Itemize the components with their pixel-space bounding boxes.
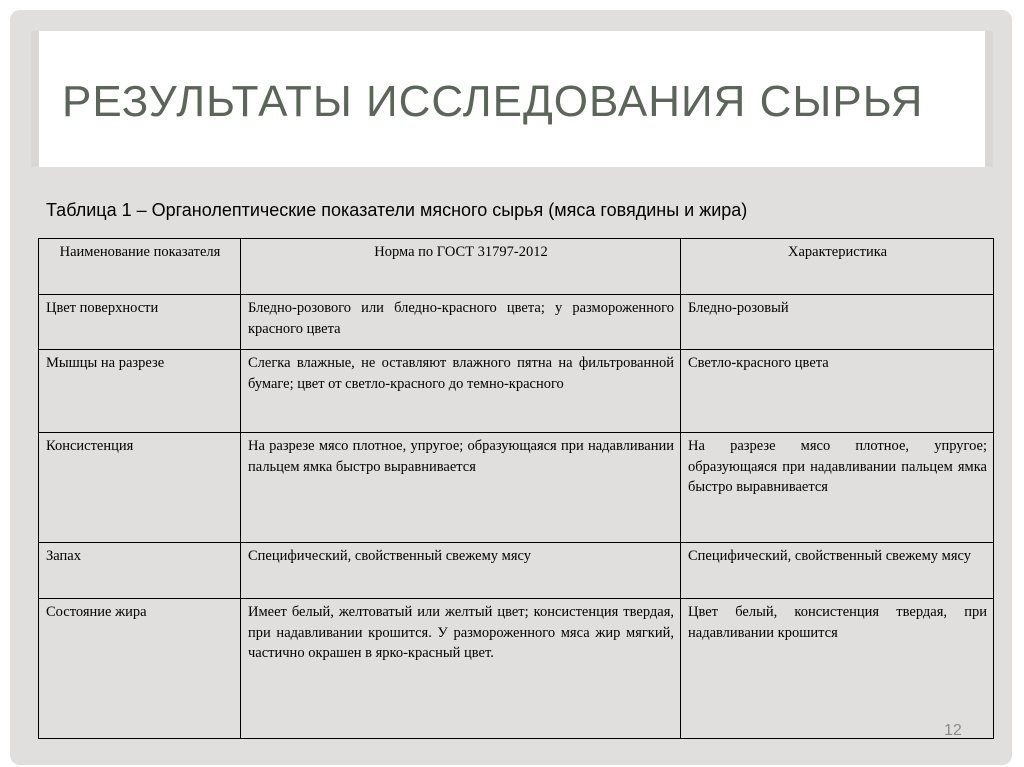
- table-row: [39, 433, 994, 543]
- cell-name: Цвет поверхности: [39, 295, 241, 350]
- cell-name: Мышцы на разрезе: [39, 350, 241, 433]
- table-header-row: [39, 239, 994, 295]
- header-cell-norm: Норма по ГОСТ 31797-2012: [241, 239, 681, 295]
- cell-name: Запах: [39, 543, 241, 599]
- table-row: [39, 295, 994, 350]
- table-caption: Таблица 1 – Органолептические показатели мясного сырья (мяса говядины и жира): [46, 200, 748, 220]
- cell-norm: На разрезе мясо плотное, упругое; образующаяся при надавливании пальцем ямка быстро выравнивается: [241, 433, 681, 543]
- cell-norm: Специфический, свойственный свежему мясу: [241, 543, 681, 599]
- cell-norm: Бледно-розового или бледно-красного цвета; у размороженного красного цвета: [241, 295, 681, 350]
- header-cell-name: Наименование показателя: [39, 239, 241, 295]
- cell-characteristic: Светло-красного цвета: [681, 350, 994, 433]
- cell-characteristic: Цвет белый, консистенция твердая, при надавливании крошится: [681, 599, 994, 739]
- page-number: 12: [944, 722, 962, 739]
- table-row: [39, 599, 994, 739]
- cell-name: Консистенция: [39, 433, 241, 543]
- cell-name: Состояние жира: [39, 599, 241, 739]
- cell-norm: Слегка влажные, не оставляют влажного пятна на фильтрованной бумаге; цвет от светло-красного до темно-красного: [241, 350, 681, 433]
- slide-title: РЕЗУЛЬТАТЫ ИССЛЕДОВАНИЯ СЫРЬЯ: [62, 77, 924, 126]
- cell-characteristic: Специфический, свойственный свежему мясу: [681, 543, 994, 599]
- table-row: [39, 350, 994, 433]
- cell-norm: Имеет белый, желтоватый или желтый цвет; консистенция твердая, при надавливании крошится. У размороженного мяса жир мягкий, частично окрашен в ярко-красный цвет.: [241, 599, 681, 739]
- organoleptic-table: [38, 238, 994, 739]
- cell-characteristic: Бледно-розовый: [681, 295, 994, 350]
- table-row: [39, 543, 994, 599]
- header-cell-characteristic: Характеристика: [681, 239, 994, 295]
- cell-characteristic: На разрезе мясо плотное, упругое; образующаяся при надавливании пальцем ямка быстро выравнивается: [681, 433, 994, 543]
